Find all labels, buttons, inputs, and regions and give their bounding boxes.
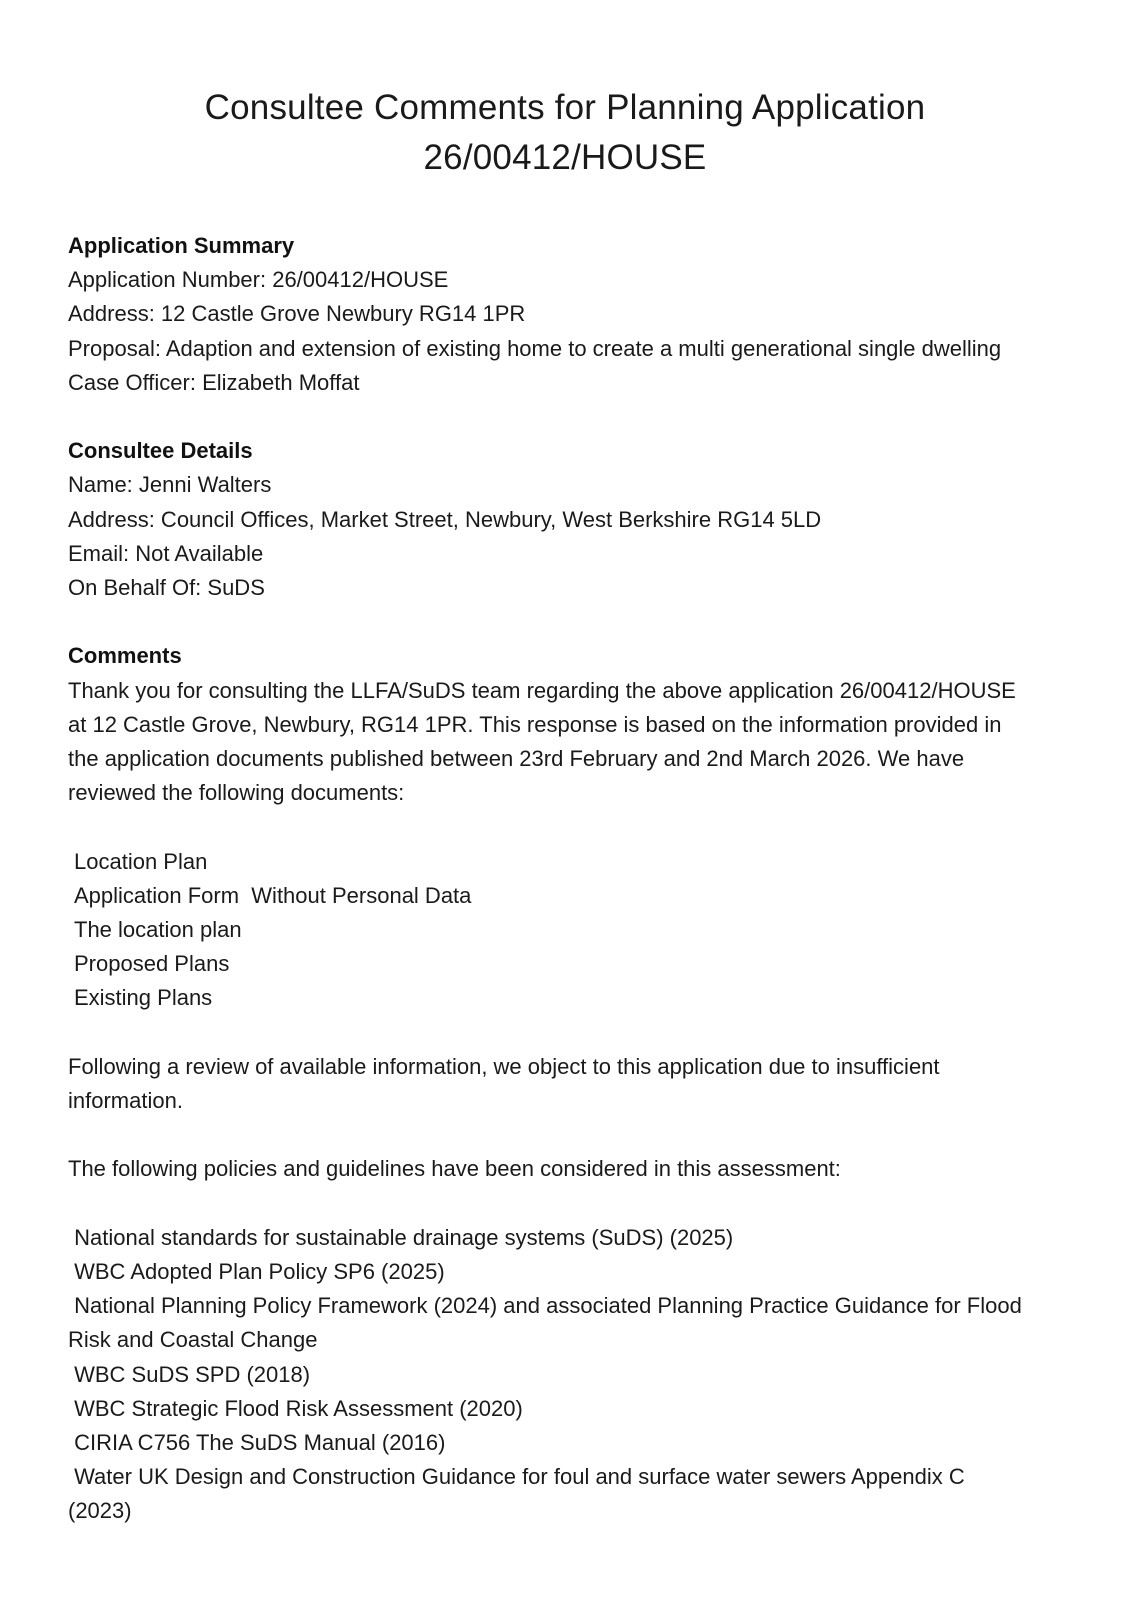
policy-item: National standards for sustainable drainage systems (SuDS) (2025) — [68, 1224, 734, 1250]
consultee-on-behalf-of: On Behalf Of: SuDS — [68, 575, 265, 601]
spacer — [68, 1187, 1068, 1221]
policy-item: National Planning Policy Framework (2024) and associated Planning Practice Guidance for Flood — [68, 1293, 1022, 1319]
comments-intro-line: the application documents published between 23rd February and 2nd March 2026. We have — [68, 746, 965, 772]
consultee-name: Name: Jenni Walters — [68, 472, 272, 498]
reviewed-document-item: Existing Plans — [74, 985, 213, 1011]
case-officer: Case Officer: Elizabeth Moffat — [68, 369, 360, 395]
comments-intro-line: Thank you for consulting the LLFA/SuDS team regarding the above application 26/00412/HOUSE — [68, 677, 1016, 703]
reviewed-document-item: The location plan — [74, 917, 242, 943]
reviewed-document-item: Proposed Plans — [74, 951, 230, 977]
comments-heading: Comments — [68, 643, 182, 669]
policy-item: (2023) — [68, 1498, 132, 1524]
application-proposal: Proposal: Adaption and extension of existing home to create a multi generational single dwelling — [68, 335, 1002, 361]
spacer — [68, 1118, 1068, 1152]
document-title-line-2: 26/00412/HOUSE — [423, 138, 707, 177]
consultee-email: Email: Not Available — [68, 540, 264, 566]
application-number: Application Number: 26/00412/HOUSE — [68, 267, 449, 293]
objection-line: Following a review of available information, we object to this application due to insufficient — [68, 1053, 940, 1079]
spacer — [68, 1016, 1068, 1050]
spacer — [68, 605, 1068, 639]
spacer — [68, 400, 1068, 434]
reviewed-document-item: Application Form Without Personal Data — [74, 882, 472, 908]
policy-item: WBC Strategic Flood Risk Assessment (2020) — [68, 1395, 523, 1421]
policy-item: WBC Adopted Plan Policy SP6 (2025) — [68, 1259, 445, 1284]
policy-item: Water UK Design and Construction Guidance for foul and surface water sewers Appendix C — [68, 1464, 965, 1490]
reviewed-documents-list — [68, 845, 1068, 1016]
spacer — [68, 810, 1068, 844]
policy-item: CIRIA C756 The SuDS Manual (2016) — [68, 1430, 446, 1456]
policies-intro: The following policies and guidelines have been considered in this assessment: — [68, 1156, 841, 1182]
application-address: Address: 12 Castle Grove Newbury RG14 1PR — [68, 301, 526, 327]
comments-intro-line: at 12 Castle Grove, Newbury, RG14 1PR. This response is based on the information provided in — [68, 711, 1002, 737]
consultee-details-heading: Consultee Details — [68, 438, 253, 464]
policy-item: WBC SuDS SPD (2018) — [68, 1361, 311, 1387]
reviewed-document-item: Location Plan — [74, 848, 208, 874]
policies-list — [68, 1221, 1068, 1529]
objection-line: information. — [68, 1088, 183, 1114]
consultee-address: Address: Council Offices, Market Street, Newbury, West Berkshire RG14 5LD — [68, 506, 822, 532]
application-summary-heading: Application Summary — [68, 233, 295, 258]
application-summary-section — [68, 229, 1068, 400]
document-title-line-1: Consultee Comments for Planning Application — [204, 88, 926, 127]
comments-section — [68, 639, 1068, 1528]
document-body — [68, 229, 1068, 1529]
consultee-details-section — [68, 434, 1068, 605]
policy-item: Risk and Coastal Change — [68, 1327, 318, 1353]
comments-intro-line: reviewed the following documents: — [68, 780, 405, 806]
